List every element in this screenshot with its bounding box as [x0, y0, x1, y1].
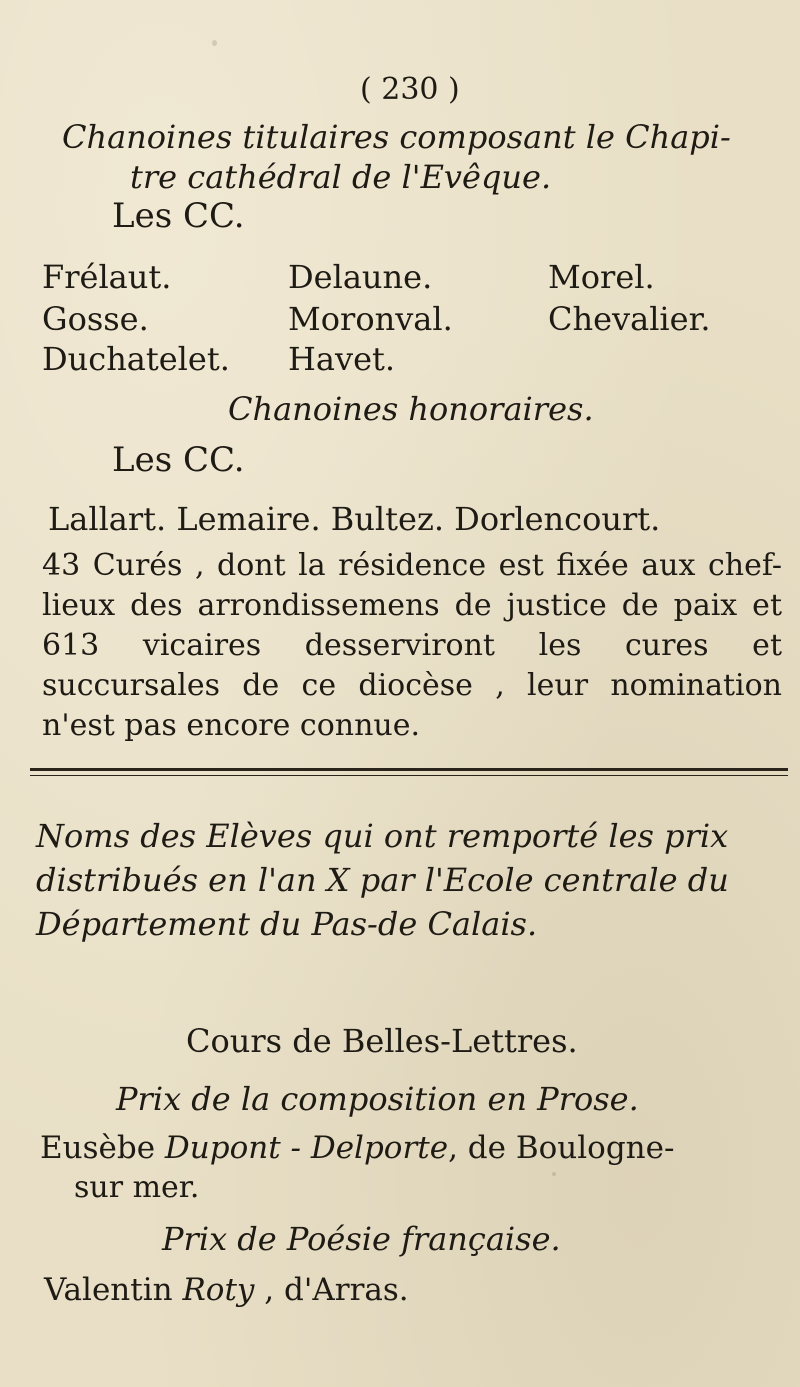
honoraires-title: Chanoines honoraires.: [228, 390, 594, 428]
laureat-prose: [40, 1130, 674, 1166]
section-divider-thin: [30, 775, 788, 776]
chanoine-name: Frélaut.: [42, 258, 172, 296]
honoraires-names: Lallart. Lemaire. Bultez. Dorlencourt.: [48, 500, 661, 538]
titulaires-label: Les CC.: [112, 196, 245, 236]
cours-heading: Cours de Belles-Lettres.: [186, 1022, 578, 1060]
section-title-line-2: tre cathédral de l'Evêque.: [130, 158, 552, 196]
laureat-poesie-name: Roty: [182, 1272, 255, 1308]
laureat-prose-place-continued: sur mer.: [74, 1170, 200, 1205]
chanoine-name: Havet.: [288, 340, 396, 378]
chanoine-name: Moronval.: [288, 300, 453, 338]
prix-heading: Noms des Elèves qui ont remporté les prix distribués en l'an X par l'Ecole centrale du Département du Pas-de Calais.: [36, 817, 729, 943]
page-number: ( 230 ): [360, 72, 460, 107]
chanoine-name: Chevalier.: [548, 300, 711, 338]
paper-stain: [212, 40, 217, 46]
laureat-prose-name: Dupont - Delporte: [164, 1130, 449, 1166]
honoraires-label: Les CC.: [112, 440, 245, 480]
section-title-line-1: Chanoines titulaires composant le Chapi-: [62, 118, 731, 156]
chanoine-name: Morel.: [548, 258, 655, 296]
paper-stain: [552, 1172, 556, 1176]
prix-prose-heading: Prix de la composition en Prose.: [116, 1080, 639, 1118]
chanoine-name: Gosse.: [42, 300, 149, 338]
laureat-poesie-first: Valentin: [44, 1272, 173, 1308]
laureat-poesie-place: , d'Arras.: [264, 1272, 409, 1308]
prix-poesie-heading: Prix de Poésie française.: [162, 1220, 561, 1258]
chanoine-name: Duchatelet.: [42, 340, 230, 378]
section-divider-thick: [30, 768, 788, 771]
chanoine-name: Delaune.: [288, 258, 433, 296]
laureat-prose-first: Eusèbe: [40, 1130, 156, 1166]
cures-paragraph: 43 Curés , dont la résidence est fixée aux chef-lieux des arrondissemens de justice de paix et 613 vicaires desserviront les cures et succursales de ce diocèse , leur nomination n'est pas encore connue.: [42, 548, 782, 743]
laureat-poesie: [44, 1272, 409, 1308]
laureat-prose-place: , de Boulogne-: [448, 1130, 675, 1166]
